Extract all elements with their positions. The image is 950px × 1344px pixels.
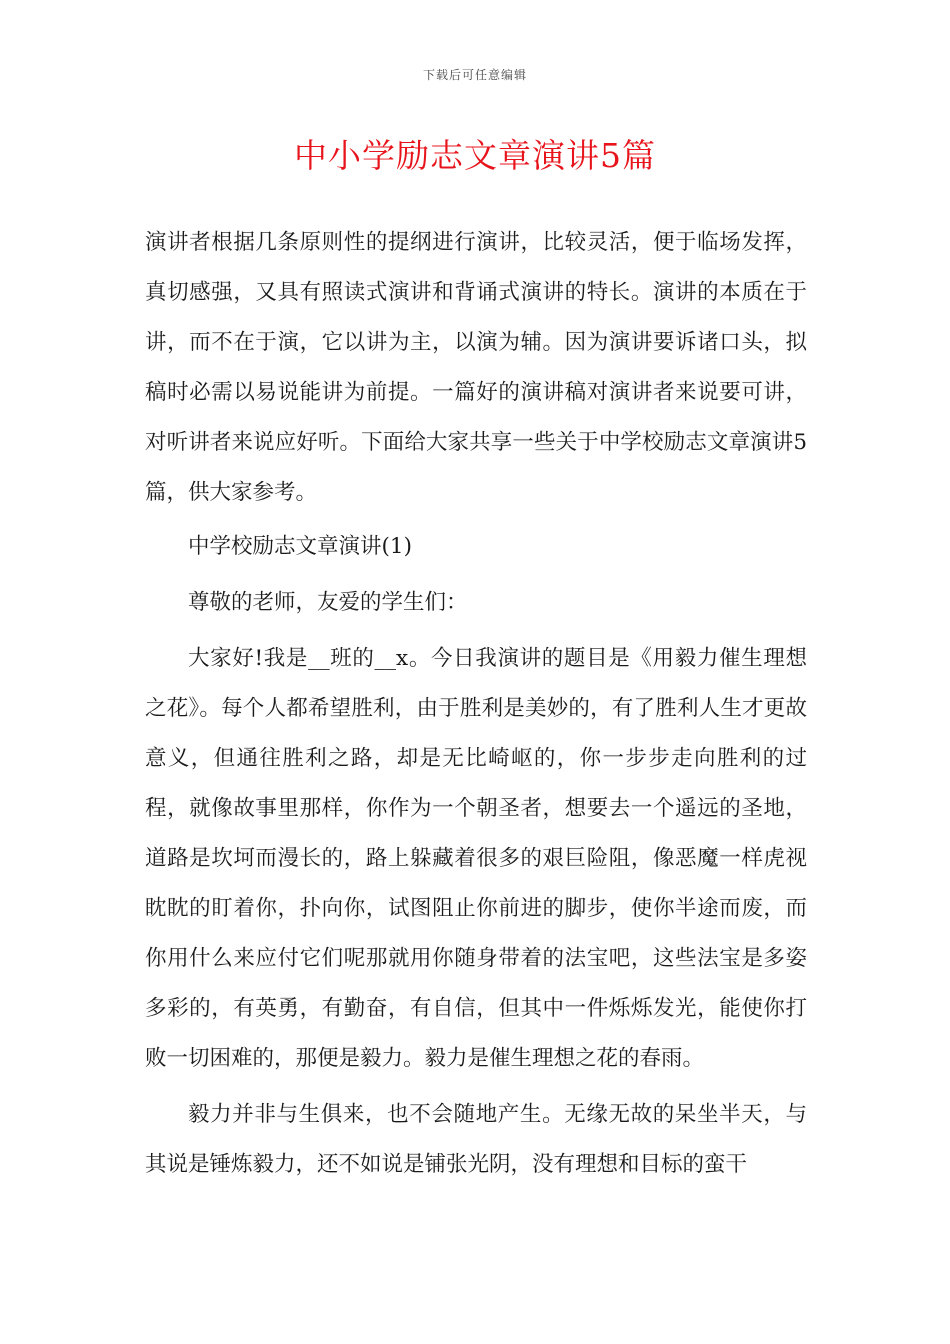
intro-paragraph: 演讲者根据几条原则性的提纲进行演讲，比较灵活，便于临场发挥，真切感强，又具有照读式演讲和背诵式演讲的特长。演讲的本质在于讲，而不在于演，它以讲为主，以演为辅。因为演讲要诉诸口头，拟稿时必需以易说能讲为前提。一篇好的演讲稿对演讲者来说要可讲，对听讲者来说应好听。下面给大家共享一些关于中学校励志文章演讲5篇，供大家参考。 bbox=[145, 230, 807, 505]
header-note: 下载后可任意编辑 bbox=[422, 68, 527, 82]
salutation: 尊敬的老师，友爱的学生们： bbox=[188, 590, 468, 615]
body-paragraph: 毅力并非与生俱来，也不会随地产生。无缘无故的呆坐半天，与其说是锤炼毅力，还不如说是铺张光阴，没有理想和目标的蛮干 bbox=[145, 1102, 807, 1177]
document-title: 中小学励志文章演讲5篇 bbox=[294, 136, 656, 175]
document-body bbox=[145, 218, 807, 1196]
body-paragraph: 大家好!我是__班的__x。今日我演讲的题目是《用毅力催生理想之花》。每个人都希望胜利，由于胜利是美妙的，有了胜利人生才更故意义，但通往胜利之路，却是无比崎岖的，你一步步走向胜利的过程，就像故事里那样，你作为一个朝圣者，想要去一个遥远的圣地，道路是坎坷而漫长的，路上躲藏着很多的艰巨险阻，像恶魔一样虎视眈眈的盯着你，扑向你，试图阻止你前进的脚步，使你半途而废，而你用什么来应付它们呢那就用你随身带着的法宝吧，这些法宝是多姿多彩的，有英勇，有勤奋，有自信，但其中一件烁烁发光，能使你打败一切困难的，那便是毅力。毅力是催生理想之花的春雨。 bbox=[145, 646, 807, 1071]
section-heading: 中学校励志文章演讲(1) bbox=[188, 534, 412, 559]
